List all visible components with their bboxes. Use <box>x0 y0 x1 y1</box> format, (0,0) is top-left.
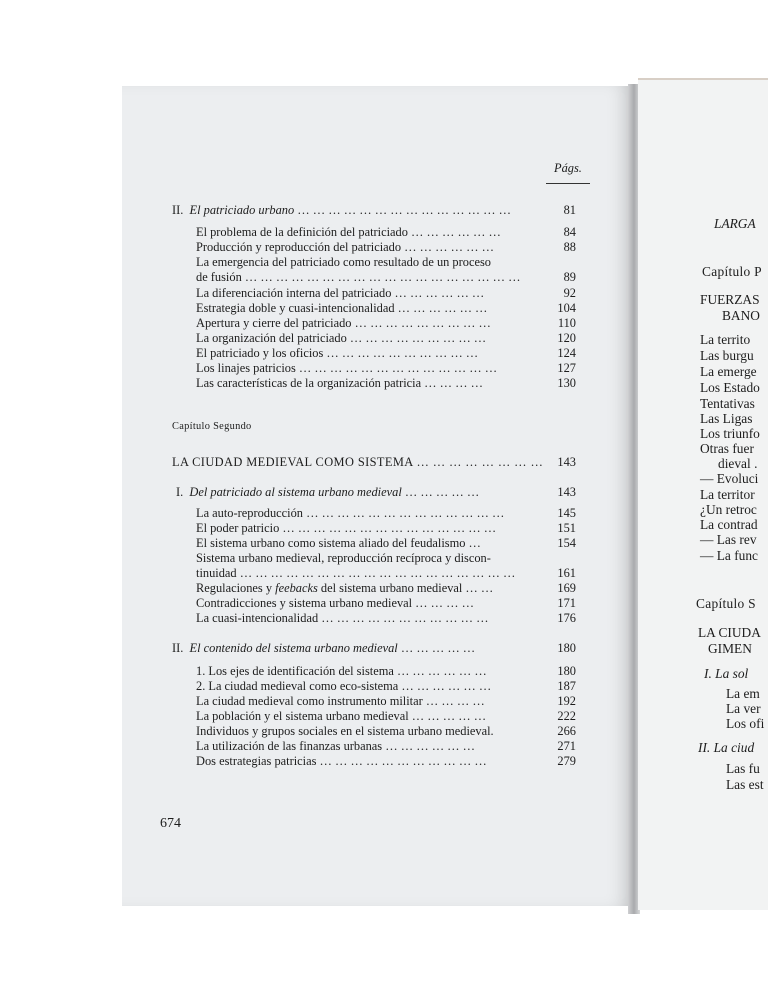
right-line: BANO <box>722 308 760 323</box>
right-line: LARGA <box>714 216 756 231</box>
right-line: Las burgu <box>700 348 754 363</box>
chapter-label: Capítulo Segundo <box>172 421 252 432</box>
toc-entry: Contradicciones y sistema urbano medieval … … … … <box>196 596 475 610</box>
toc-section-heading: II. El patriciado urbano … … … … … … … … … … … … … … <box>172 203 512 217</box>
toc-page-number: 279 <box>557 754 576 768</box>
toc-entry: El poder patricio … … … … … … … … … … … … … … <box>196 521 497 535</box>
toc-page-number: 130 <box>557 376 576 390</box>
toc-page-number: 143 <box>557 485 576 499</box>
toc-page-number: 89 <box>563 270 576 284</box>
toc-page-number: 266 <box>557 724 576 738</box>
right-line: La emerge <box>700 364 757 379</box>
right-line: — Las rev <box>700 532 757 547</box>
toc-page-number: 271 <box>557 739 576 753</box>
right-line: dieval . <box>718 456 758 471</box>
toc-page-number: 104 <box>557 301 576 315</box>
toc-entry: tinuidad … … … … … … … … … … … … … … … … … … <box>196 566 516 580</box>
right-line: La territo <box>700 332 751 347</box>
right-line: ¿Un retroc <box>700 502 757 517</box>
toc-page-number: 92 <box>563 286 576 300</box>
toc-entry: Apertura y cierre del patriciado … … … … … … … … … <box>196 316 491 330</box>
toc-entry: 2. La ciudad medieval como eco-sistema … … … … … … <box>196 679 492 693</box>
right-page <box>638 80 768 910</box>
header-rule <box>546 183 590 184</box>
right-line: — La func <box>700 548 759 563</box>
toc-entry: Los linajes patricios … … … … … … … … … … … … … <box>196 361 498 375</box>
right-line: II. La ciud <box>698 740 755 755</box>
toc-page-number: 145 <box>557 506 576 520</box>
toc-entry: Individuos y grupos sociales en el sistema urbano medieval. <box>196 724 494 738</box>
page-number: 674 <box>160 816 181 831</box>
toc-page-number: 171 <box>557 596 576 610</box>
toc-entry: Sistema urbano medieval, reproducción recíproca y discon- <box>196 551 491 565</box>
toc-entry: El sistema urbano como sistema aliado del feudalismo … <box>196 536 481 550</box>
right-line: Tentativas <box>700 396 755 411</box>
toc-page-number: 180 <box>557 664 576 678</box>
toc-page-number: 180 <box>557 641 576 655</box>
toc-page-number: 127 <box>557 361 576 375</box>
toc-entry: Estrategia doble y cuasi-intencionalidad … … … … … … <box>196 301 488 315</box>
toc-entry: El problema de la definición del patriciado … … … … … … <box>196 225 501 239</box>
right-line: Las fu <box>726 761 760 776</box>
toc-page-number: 169 <box>557 581 576 595</box>
toc-entry: Producción y reproducción del patriciado … … … … … … <box>196 240 494 254</box>
toc-entry: 1. Los ejes de identificación del sistema … … … … … … <box>196 664 487 678</box>
right-line: Los ofi <box>726 716 765 731</box>
toc-page-number: 154 <box>557 536 576 550</box>
right-line: La ver <box>726 701 761 716</box>
toc-page-number: 222 <box>557 709 576 723</box>
right-line: Capítulo S <box>696 596 756 611</box>
toc-entry: de fusión … … … … … … … … … … … … … … … … … … <box>196 270 521 284</box>
right-line: GIMEN <box>708 641 752 656</box>
toc-page-number: 110 <box>557 316 576 330</box>
toc-page-number: 176 <box>557 611 576 625</box>
toc-page-number: 192 <box>557 694 576 708</box>
toc-page-number: 84 <box>563 225 576 239</box>
toc-page-number: 143 <box>557 455 576 469</box>
right-line: LA CIUDA <box>698 625 761 640</box>
right-line: Las Ligas <box>700 411 753 426</box>
right-line: — Evoluci <box>700 471 759 486</box>
pags-label: Págs. <box>554 161 582 175</box>
toc-section-heading: II. El contenido del sistema urbano medieval … … … … … <box>172 641 476 655</box>
toc-entry: La auto-reproducción … … … … … … … … … … … … … <box>196 506 505 520</box>
toc-entry: La ciudad medieval como instrumento militar … … … … <box>196 694 485 708</box>
toc-entry: La organización del patriciado … … … … … … … … … <box>196 331 487 345</box>
toc-entry: La población y el sistema urbano medieval … … … … … <box>196 709 487 723</box>
toc-page-number: 187 <box>557 679 576 693</box>
toc-page-number: 88 <box>563 240 576 254</box>
right-line: I. La sol <box>704 666 749 681</box>
right-line: Otras fuer <box>700 441 754 456</box>
toc-entry: Las características de la organización patricia … … … … <box>196 376 484 390</box>
toc-entry: La emergencia del patriciado como resultado de un proceso <box>196 255 491 269</box>
toc-entry: Regulaciones y feebacks del sistema urbano medieval … … <box>196 581 494 595</box>
toc-page-number: 151 <box>557 521 576 535</box>
toc-entry: La cuasi-intencionalidad … … … … … … … … … … … <box>196 611 489 625</box>
right-line: La territor <box>700 487 755 502</box>
toc-entry: Dos estrategias patricias … … … … … … … … … … … <box>196 754 487 768</box>
toc-entry: El patriciado y los oficios … … … … … … … … … … <box>196 346 479 360</box>
chapter-title: LA CIUDAD MEDIEVAL COMO SISTEMA … … … … … … … … <box>172 455 544 469</box>
toc-page-number: 81 <box>563 203 576 217</box>
right-line: Capítulo P <box>702 264 762 279</box>
right-line: Las est <box>726 777 764 792</box>
toc-section-heading: I. Del patriciado al sistema urbano medieval … … … … … <box>176 485 480 499</box>
right-line: Los Estado <box>700 380 760 395</box>
right-line: FUERZAS <box>700 292 760 307</box>
toc-page-number: 120 <box>557 331 576 345</box>
right-line: La em <box>726 686 760 701</box>
toc-page-number: 124 <box>557 346 576 360</box>
right-line: La contrad <box>700 517 758 532</box>
right-line: Los triunfo <box>700 426 760 441</box>
toc-entry: La utilización de las finanzas urbanas … … … … … … <box>196 739 476 753</box>
toc-page-number: 161 <box>557 566 576 580</box>
toc-entry: La diferenciación interna del patriciado … … … … … … <box>196 286 485 300</box>
